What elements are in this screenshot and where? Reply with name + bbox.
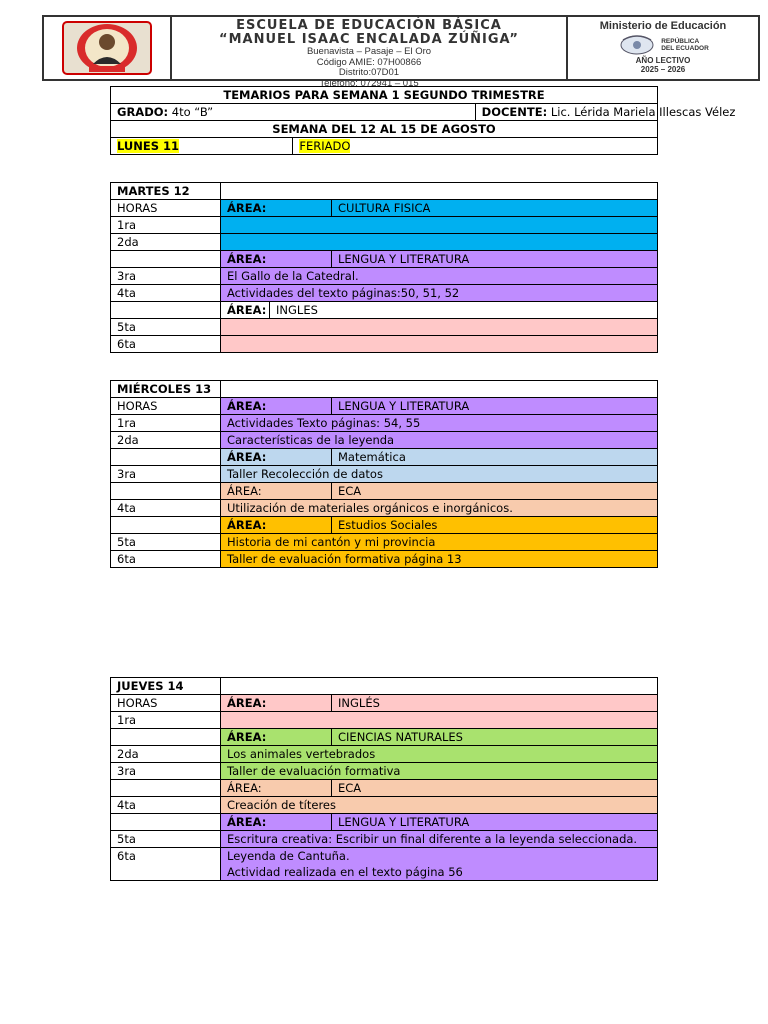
republic-line2: DEL ECUADOR	[661, 45, 709, 52]
horas-label: HORAS	[111, 200, 221, 217]
topic: Taller de evaluación formativa página 13	[221, 551, 658, 568]
lunes-value: FERIADO	[293, 138, 658, 155]
area-row: ÁREA: LENGUA Y LITERATURA	[221, 251, 658, 268]
hour-label: 1ra	[111, 217, 221, 234]
area-row: ÁREA: LENGUA Y LITERATURA	[221, 814, 658, 831]
letterhead	[42, 15, 760, 89]
hour-label: 1ra	[111, 415, 221, 432]
school-name-line2: “MANUEL ISAAC ENCALADA ZÚÑIGA”	[219, 32, 519, 47]
week-title: SEMANA DEL 12 AL 15 DE AGOSTO	[111, 121, 658, 138]
school-district: Distrito:07D01	[338, 67, 400, 78]
hour-label: 5ta	[111, 319, 221, 336]
area-row: ÁREA: Matemática	[221, 449, 658, 466]
hour-label: 1ra	[111, 712, 221, 729]
topic: Taller de evaluación formativa	[221, 763, 658, 780]
hour-label: 2da	[111, 746, 221, 763]
info-table	[110, 86, 736, 155]
hour-label: 6ta	[111, 551, 221, 568]
hour-label: 4ta	[111, 797, 221, 814]
topic: Leyenda de Cantuña. Actividad realizada en el texto página 56	[221, 848, 658, 881]
area-row: ÁREA: INGLÉS	[221, 695, 658, 712]
hour-label: 3ra	[111, 268, 221, 285]
school-year-label: AÑO LECTIVO	[635, 56, 691, 65]
hour-label: 4ta	[111, 285, 221, 302]
topic: Los animales vertebrados	[221, 746, 658, 763]
hour-label: 2da	[111, 432, 221, 449]
school-name-line1: ESCUELA DE EDUCACIÓN BÁSICA	[236, 18, 502, 33]
grado-cell: GRADO: 4to “B”	[111, 104, 476, 121]
school-logo	[44, 17, 172, 79]
horas-label: HORAS	[111, 695, 221, 712]
document-title: TEMARIOS PARA SEMANA 1 SEGUNDO TRIMESTRE	[111, 87, 658, 104]
hour-label: 3ra	[111, 763, 221, 780]
hour-label: 2da	[111, 234, 221, 251]
topic: Taller Recolección de datos	[221, 466, 658, 483]
horas-label: HORAS	[111, 398, 221, 415]
school-year: 2025 – 2026	[640, 65, 686, 74]
miercoles-table	[110, 380, 658, 568]
topic: Creación de títeres	[221, 797, 658, 814]
area-row: ÁREA: ECA	[221, 780, 658, 797]
ministry-name: Ministerio de Educación	[599, 20, 727, 32]
day-label: MARTES 12	[111, 183, 221, 200]
area-row: ÁREA: Estudios Sociales	[221, 517, 658, 534]
martes-table	[110, 182, 658, 353]
day-label: JUEVES 14	[111, 678, 221, 695]
topic: El Gallo de la Catedral.	[221, 268, 658, 285]
school-amie: Código AMIE: 07H00866	[316, 56, 422, 68]
ecuador-seal-icon	[617, 34, 657, 56]
topic: Actividades Texto páginas: 54, 55	[221, 415, 658, 432]
topic: Historia de mi cantón y mi provincia	[221, 534, 658, 551]
docente-cell: DOCENTE: Lic. Lérida Mariela Illescas Vélez	[475, 104, 657, 121]
school-phone: Teléfono: 072941 – 015	[319, 77, 419, 89]
area-row: ÁREA: CULTURA FISICA	[221, 200, 658, 217]
topic: Escritura creativa: Escribir un final diferente a la leyenda seleccionada.	[221, 831, 658, 848]
hour-label: 6ta	[111, 848, 221, 881]
area-row: ÁREA: ECA	[221, 483, 658, 500]
topic: Características de la leyenda	[221, 432, 658, 449]
topic: Actividades del texto páginas:50, 51, 52	[221, 285, 658, 302]
jueves-table	[110, 677, 658, 881]
hour-label: 4ta	[111, 500, 221, 517]
area-row: ÁREA: CIENCIAS NATURALES	[221, 729, 658, 746]
hour-label: 6ta	[111, 336, 221, 353]
topic: Utilización de materiales orgánicos e inorgánicos.	[221, 500, 658, 517]
day-label: MIÉRCOLES 13	[111, 381, 221, 398]
hour-label: 5ta	[111, 534, 221, 551]
republic-line1: REPÚBLICA	[661, 38, 700, 45]
lunes-label: LUNES 11	[111, 138, 293, 155]
area-row: ÁREA: INGLES	[221, 302, 658, 319]
hour-label: 5ta	[111, 831, 221, 848]
hour-label: 3ra	[111, 466, 221, 483]
school-address: Buenavista – Pasaje – El Oro	[306, 46, 432, 57]
area-row: ÁREA: LENGUA Y LITERATURA	[221, 398, 658, 415]
